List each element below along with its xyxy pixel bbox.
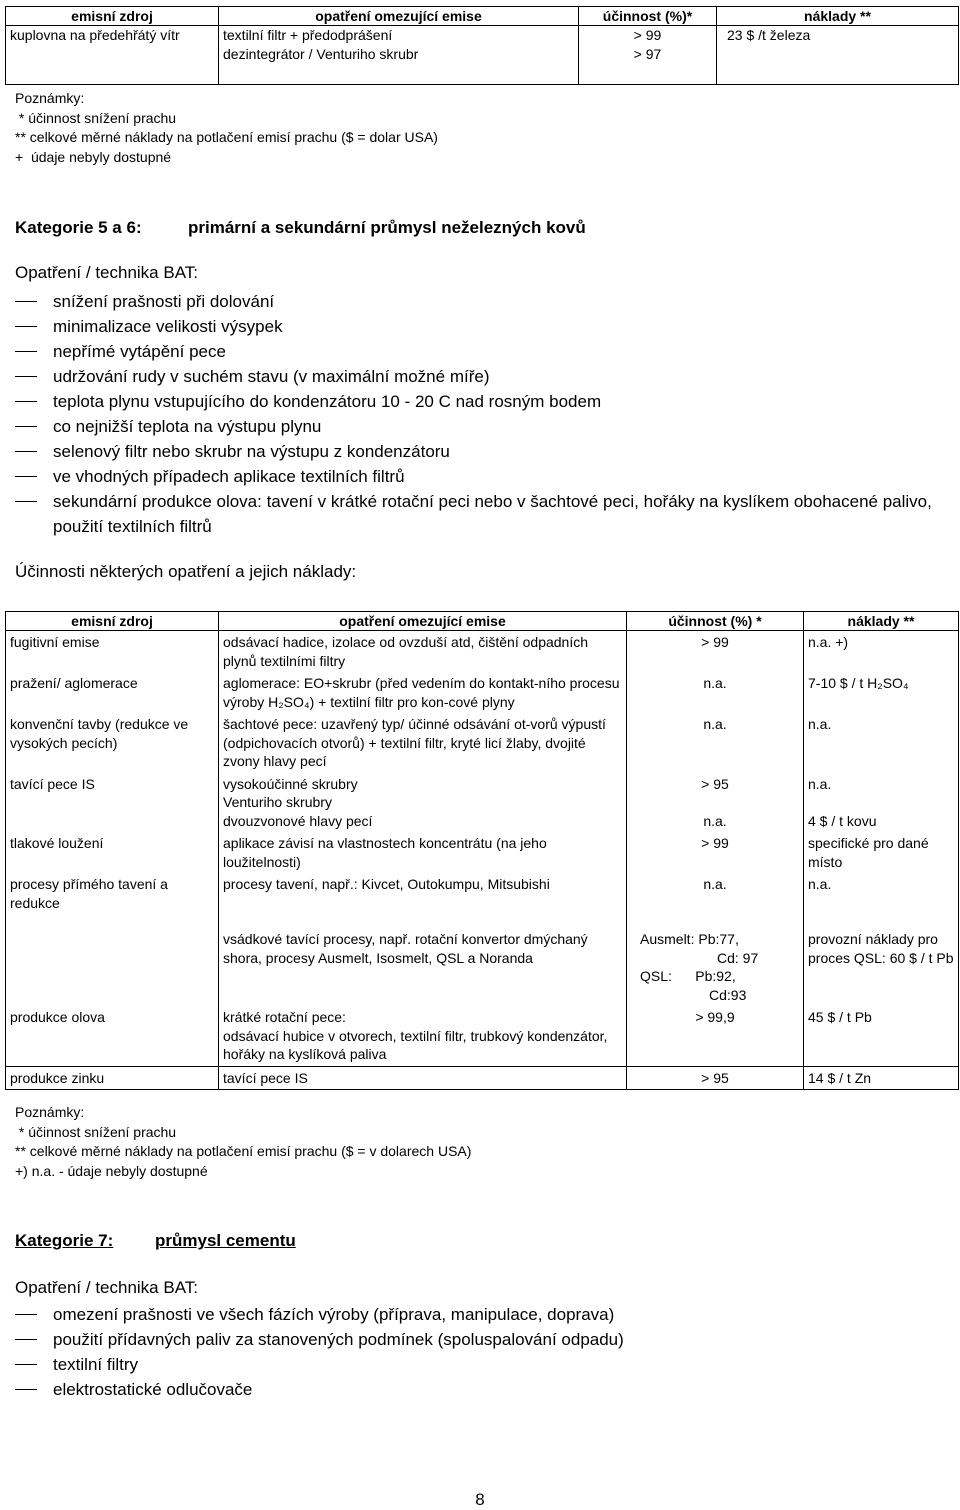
header-source: emisní zdroj xyxy=(6,612,219,631)
cell-cost: n.a. xyxy=(804,873,959,914)
category-heading xyxy=(15,218,715,240)
efficiency-line: n.a. xyxy=(703,812,727,829)
cell-measure: šachtové pece: uzavřený typ/ účinné odsávání ot-vorů výpustí (odpichovacích otvorů) + textilní filtr, kryté licí žlaby, dvojité zvony hlavy pecí xyxy=(219,713,627,773)
cell-cost: provozní náklady pro proces QSL: 60 $ / t Pb xyxy=(804,914,959,1006)
efficiency-line: > 95 xyxy=(701,775,729,792)
note-line: * účinnost snížení prachu xyxy=(15,1123,177,1140)
cost-line: 4 $ / t kovu xyxy=(808,812,877,829)
emission-table-2 xyxy=(5,611,959,1090)
bat-label: Opatření / technika BAT: xyxy=(15,1278,198,1297)
table-row xyxy=(6,1006,959,1066)
efficiency-line: QSL: Pb:92, xyxy=(640,968,736,984)
table-row xyxy=(6,914,959,1006)
efficiency-line: Ausmelt: Pb:77, xyxy=(640,931,739,947)
note-line: * účinnost snížení prachu xyxy=(15,109,177,126)
cell-cost: 45 $ / t Pb xyxy=(804,1006,959,1066)
header-source: emisní zdroj xyxy=(6,7,219,26)
notes-1 xyxy=(15,89,438,167)
table-row xyxy=(6,631,959,673)
efficiency-line: > 97 xyxy=(633,45,662,62)
category-title: primární a sekundární průmysl neželezných kovů xyxy=(188,218,586,237)
cell-measure: aplikace závisí na vlastnostech koncentrátu (na jeho loužitelnosti) xyxy=(219,832,627,873)
table-row xyxy=(6,672,959,713)
category-heading xyxy=(15,1231,715,1255)
cell-source: konvenční tavby (redukce ve vysokých pecích) xyxy=(6,713,219,773)
cell-source: produkce zinku xyxy=(6,1066,219,1090)
notes-title: Poznámky: xyxy=(15,90,85,106)
list-item: co nejnižší teplota na výstupu plynu xyxy=(15,414,950,439)
header-efficiency: účinnost (%)* xyxy=(579,7,717,26)
header-efficiency: účinnost (%) * xyxy=(627,612,804,631)
bat-list xyxy=(15,1302,950,1402)
cell-measure xyxy=(219,773,627,833)
measure-line: krátké rotační pece: xyxy=(223,1009,346,1025)
cell-source xyxy=(6,914,219,1006)
list-item: omezení prašnosti ve všech fázích výroby (příprava, manipulace, doprava) xyxy=(15,1302,950,1327)
table-row xyxy=(6,26,959,85)
cell-efficiency: > 99 xyxy=(627,832,804,873)
cell-source: produkce olova xyxy=(6,1006,219,1066)
cell-measure: odsávací hadice, izolace od ovzduší atd, čištění odpadních plynů textilními filtry xyxy=(219,631,627,673)
table-row xyxy=(6,1066,959,1090)
category-label: Kategorie 5 a 6: xyxy=(15,218,142,237)
list-item: použití přídavných paliv za stanovených podmínek (spoluspalování odpadu) xyxy=(15,1327,950,1352)
efficiency-line: Cd: 97 xyxy=(717,949,759,966)
table-header-row xyxy=(6,612,959,631)
cell-cost: 23 $ /t železa xyxy=(717,26,959,85)
cell-measure: procesy tavení, např.: Kivcet, Outokumpu, Mitsubishi xyxy=(219,873,627,914)
measure-line: dezintegrátor / Venturiho skrubr xyxy=(223,45,419,62)
cell-efficiency xyxy=(627,914,804,1006)
cell-source: tlakové loužení xyxy=(6,832,219,873)
cell-efficiency: n.a. xyxy=(627,873,804,914)
cell-efficiency xyxy=(627,773,804,833)
list-item: nepřímé vytápění pece xyxy=(15,339,950,364)
measure-line: Venturiho skrubry xyxy=(223,794,332,810)
cell-measure xyxy=(219,26,579,85)
notes-title: Poznámky: xyxy=(15,1104,85,1120)
cell-efficiency: n.a. xyxy=(627,672,804,713)
category-label: Kategorie 7: xyxy=(15,1231,114,1250)
cell-efficiency: > 99 xyxy=(627,631,804,673)
cell-measure: vsádkové tavící procesy, např. rotační konvertor dmýchaný shora, procesy Ausmelt, Isosmelt, QSL a Noranda xyxy=(219,914,627,1006)
header-cost: náklady ** xyxy=(717,7,959,26)
table-header-row xyxy=(6,7,959,26)
list-item: elektrostatické odlučovače xyxy=(15,1377,950,1402)
cost-line: n.a. xyxy=(808,775,832,792)
cell-source: pražení/ aglomerace xyxy=(6,672,219,713)
cell-cost: specifické pro dané místo xyxy=(804,832,959,873)
header-cost: náklady ** xyxy=(804,612,959,631)
note-line: +) n.a. - údaje nebyly dostupné xyxy=(15,1162,208,1179)
bat-list xyxy=(15,289,950,539)
list-item: sekundární produkce olova: tavení v krátké rotační peci nebo v šachtové peci, hořáky na kyslíkem obohacené palivo, použití textilních filtrů xyxy=(15,489,950,539)
header-measure: opatření omezující emise xyxy=(219,7,579,26)
list-item: snížení prašnosti při dolování xyxy=(15,289,950,314)
measure-line: dvouzvonové hlavy pecí xyxy=(223,812,373,829)
note-line: + údaje nebyly dostupné xyxy=(15,148,172,165)
cell-efficiency: > 95 xyxy=(627,1066,804,1090)
cell-source: kuplovna na předehřátý vítr xyxy=(6,26,219,85)
table-row xyxy=(6,773,959,833)
cell-efficiency: > 99,9 xyxy=(627,1006,804,1066)
cell-efficiency xyxy=(579,26,717,85)
cell-cost: n.a. +) xyxy=(804,631,959,673)
note-line: ** celkové měrné náklady na potlačení emisí prachu ($ = dolar USA) xyxy=(15,129,438,145)
header-measure: opatření omezující emise xyxy=(219,612,627,631)
note-line: ** celkové měrné náklady na potlačení emisí prachu ($ = v dolarech USA) xyxy=(15,1143,472,1159)
table-row xyxy=(6,873,959,914)
page-number: 8 xyxy=(475,1490,485,1509)
efficiency-label: Účinnosti některých opatření a jejich náklady: xyxy=(15,562,357,581)
cell-measure xyxy=(219,1006,627,1066)
measure-line: vysokoúčinné skrubry xyxy=(223,775,358,792)
list-item: teplota plynu vstupujícího do kondenzátoru 10 - 20 C nad rosným bodem xyxy=(15,389,950,414)
cell-source: procesy přímého tavení a redukce xyxy=(6,873,219,914)
list-item: selenový filtr nebo skrubr na výstupu z kondenzátoru xyxy=(15,439,950,464)
cell-measure: tavící pece IS xyxy=(219,1066,627,1090)
measure-line: textilní filtr + předodprášení xyxy=(223,27,393,43)
efficiency-line: Cd:93 xyxy=(709,986,747,1003)
cell-source: tavící pece IS xyxy=(6,773,219,833)
table-row xyxy=(6,713,959,773)
list-item: ve vhodných případech aplikace textilních filtrů xyxy=(15,464,950,489)
cell-source: fugitivní emise xyxy=(6,631,219,673)
bat-label: Opatření / technika BAT: xyxy=(15,263,198,282)
emission-table-1 xyxy=(5,6,959,85)
cell-cost: 14 $ / t Zn xyxy=(804,1066,959,1090)
cell-cost: n.a. xyxy=(804,713,959,773)
list-item: udržování rudy v suchém stavu (v maximální možné míře) xyxy=(15,364,950,389)
cell-cost: 7-10 $ / t H₂SO₄ xyxy=(804,672,959,713)
efficiency-line: > 99 xyxy=(633,27,662,43)
cell-cost xyxy=(804,773,959,833)
category-title: průmysl cementu xyxy=(155,1231,296,1250)
list-item: textilní filtry xyxy=(15,1352,950,1377)
cell-efficiency: n.a. xyxy=(627,713,804,773)
notes-2 xyxy=(15,1103,471,1181)
measure-line: odsávací hubice v otvorech, textilní filtr, trubkový kondenzátor, hořáky na kyslíková paliva xyxy=(223,1027,608,1062)
list-item: minimalizace velikosti výsypek xyxy=(15,314,950,339)
table-row xyxy=(6,832,959,873)
cell-measure: aglomerace: EO+skrubr (před vedením do kontakt-ního procesu výroby H₂SO₄) + textilní filtr pro kon-cové plyny xyxy=(219,672,627,713)
